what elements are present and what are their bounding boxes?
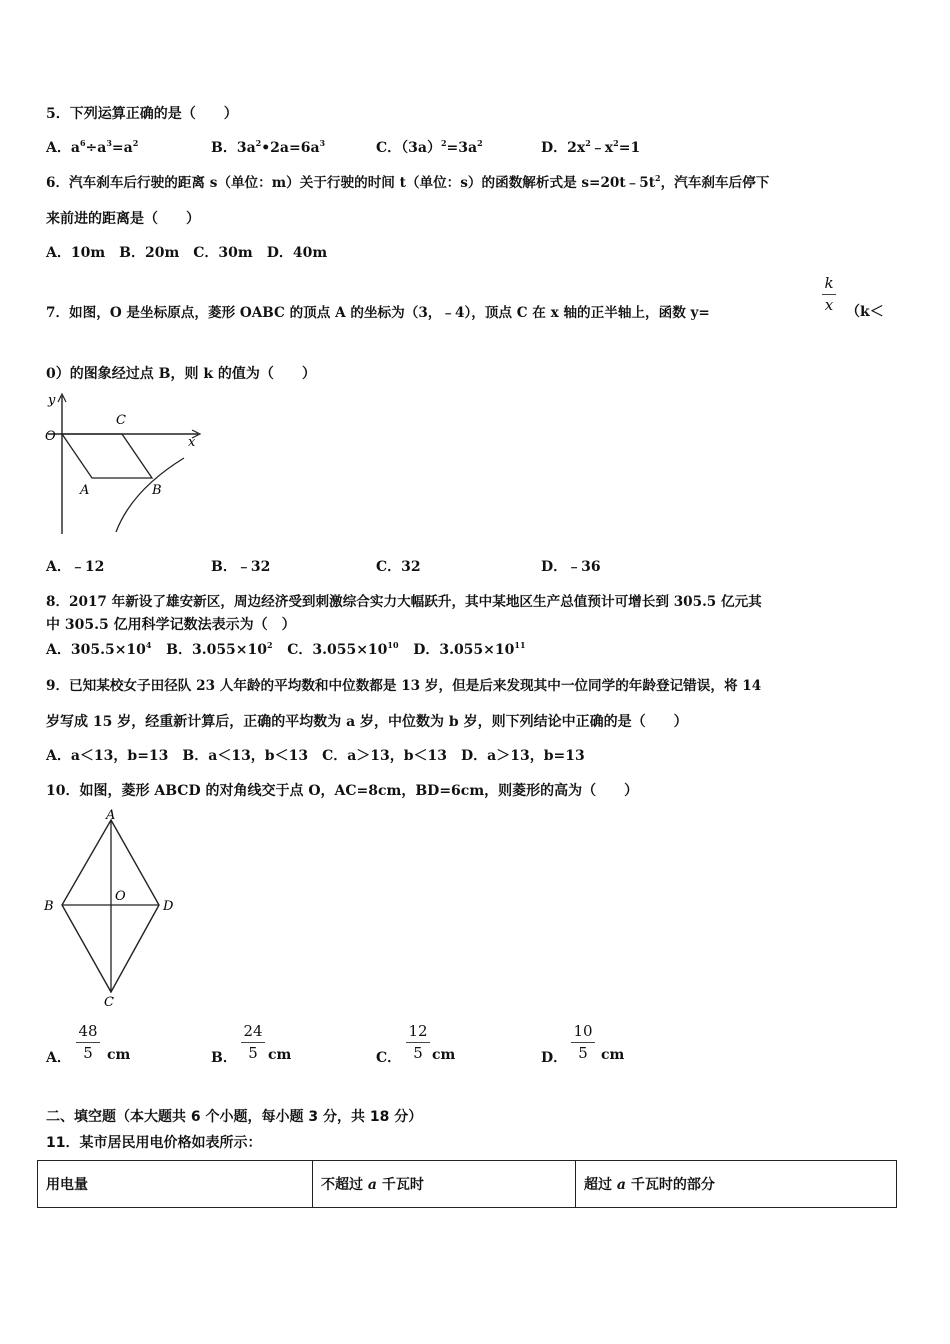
q11-stem: 11．某市居民用电价格如表所示：	[46, 1135, 262, 1151]
q9-stem-line1: 9．已知某校女子田径队 23 人年龄的平均数和中位数都是 13 岁，但是后来发现其中一位同学的年龄登记错误，将 14	[46, 678, 762, 694]
label-b: B	[152, 483, 162, 498]
q6-stem-line2: 来前进的距离是（ ）	[46, 211, 200, 227]
label-x: x	[188, 435, 196, 450]
section-2-title: 二、填空题（本大题共 6 个小题，每小题 3 分，共 18 分）	[46, 1109, 423, 1125]
q8-stem-line2: 中 305.5 亿用科学记数法表示为（ ）	[46, 617, 296, 633]
label-o: O	[115, 889, 126, 904]
q7-option-b: B．﹣32	[211, 559, 271, 575]
label-c: C	[116, 413, 126, 428]
label-y: y	[48, 393, 56, 408]
table-cell-usage: 用电量	[38, 1161, 313, 1208]
rhombus-oabc	[62, 434, 152, 478]
table-cell-over-a: 超过 a 千瓦时的部分	[576, 1161, 897, 1208]
q9-options: A．a＜13，b=13 B．a＜13，b＜13 C．a＞13，b＜13 D．a＞13，b=13	[46, 748, 585, 764]
q7-figure	[42, 390, 207, 540]
label-o: O	[45, 429, 56, 444]
q5-option-d: D．$2x^2﹣x^2=1$	[541, 138, 641, 156]
q5-option-c: C．$(3a)^2=3a^2$	[376, 138, 483, 156]
q6-stem-line1: 6．汽车刹车后行驶的距离 s（单位：m）关于行驶的时间 t（单位：s）的函数解析式是 $s=20t﹣5t^2$，汽车刹车后停下	[46, 173, 770, 191]
q7-stem-line1-tail: （k＜	[846, 304, 884, 320]
q8-stem-line1: 8．2017 年新设了雄安新区，周边经济受到刺激综合实力大幅跃升，其中某地区生产总值预计可增长到 305.5 亿元其	[46, 594, 762, 610]
q9-stem-line2: 岁写成 15 岁，经重新计算后，正确的平均数为 a 岁，中位数为 b 岁，则下列结论中正确的是（ ）	[46, 714, 688, 730]
label-c: C	[104, 995, 114, 1008]
q10-figure	[40, 808, 190, 1008]
q10-stem: 10．如图，菱形 ABCD 的对角线交于点 O，AC=8cm，BD=6cm，则菱形的高为（ ）	[46, 783, 639, 799]
table-cell-within-a: 不超过 a 千瓦时	[313, 1161, 576, 1208]
label-b: B	[44, 899, 54, 914]
label-d: D	[163, 899, 174, 914]
q5-stem: 5．下列运算正确的是（ ）	[46, 106, 238, 122]
q5-option-b: B．$3a^2•2a=6a^3$	[211, 138, 326, 156]
q8-options: A．$305.5\times 10^4$ B．$3.055\times 10^2$ C．$3.055\times 10^{10}$ D．$3.055\times 10^{11}$	[46, 640, 526, 658]
q6-options: A．10m B．20m C．30m D．40m	[46, 245, 328, 261]
hyperbola-curve	[116, 458, 184, 532]
q7-option-c: C．32	[376, 559, 421, 575]
q7-fraction-k-over-x: k x	[822, 274, 836, 314]
q7-option-a: A．﹣12	[46, 559, 105, 575]
q7-option-d: D．﹣36	[541, 559, 601, 575]
label-a: A	[106, 808, 116, 823]
q5-option-a: A．$a^6\div a^3=a^2$	[46, 138, 139, 156]
q7-stem-line2: 0）的图象经过点 B，则 k 的值为（ ）	[46, 366, 316, 382]
electricity-price-table	[37, 1160, 897, 1208]
label-a: A	[80, 483, 90, 498]
table-row	[38, 1161, 897, 1208]
q7-stem-line1: 7．如图，O 是坐标原点，菱形 OABC 的顶点 A 的坐标为（3，﹣4），顶点 C 在 x 轴的正半轴上，函数 y=	[46, 305, 710, 321]
